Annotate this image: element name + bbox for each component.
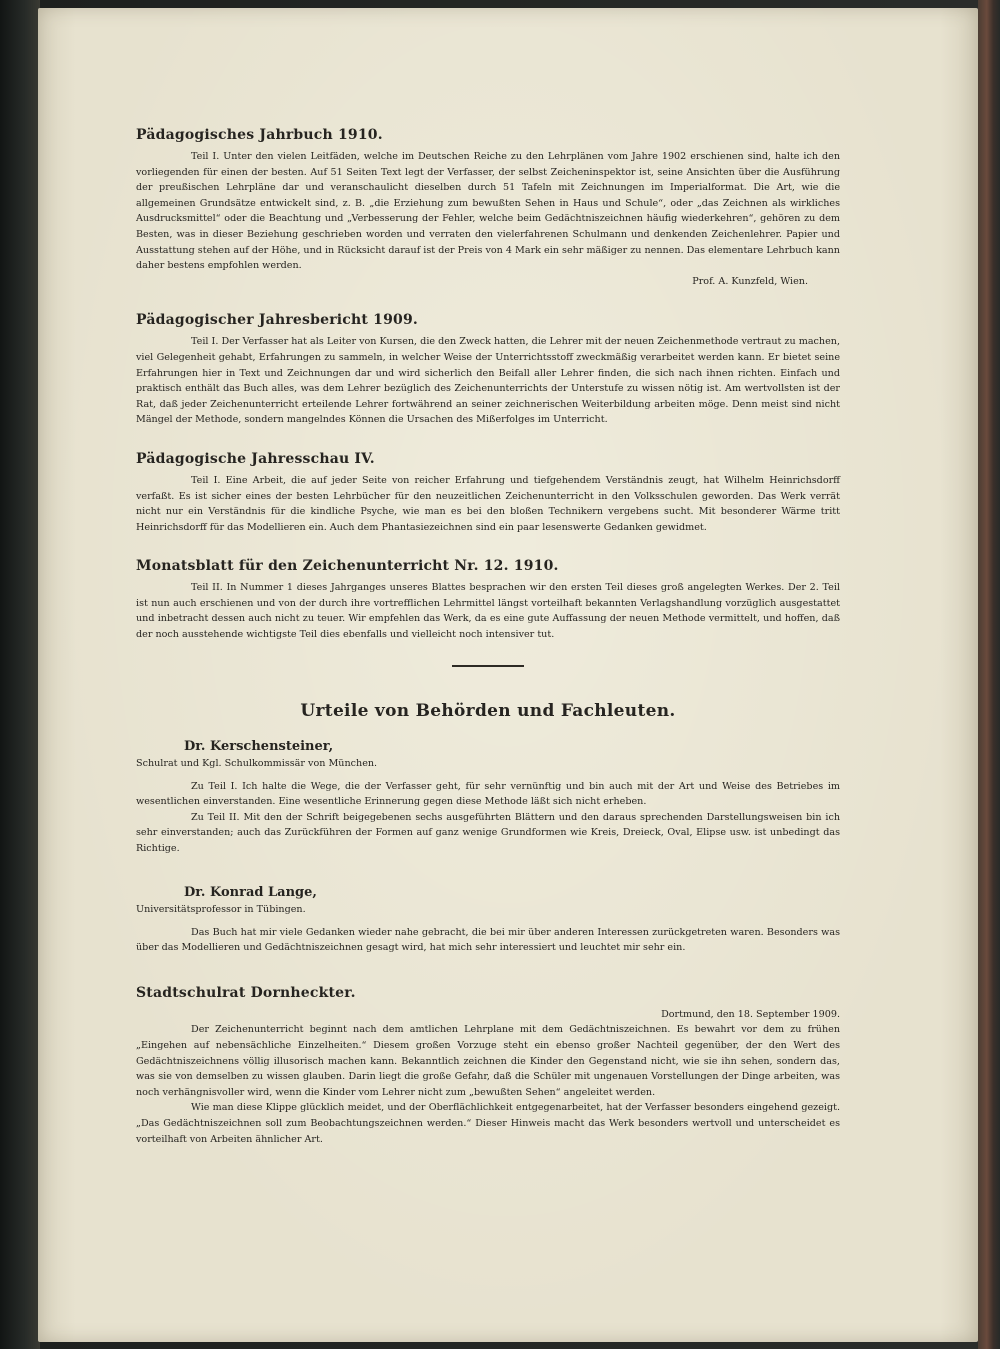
letter-title: Stadtschulrat Dornheckter.	[136, 984, 356, 1001]
section-text: Teil I. Eine Arbeit, die auf jeder Seite von reicher Erfahrung und tiefgehendem Verständnis zeugt, hat Wilhelm Heinrichsdorff verfaßt. Es ist sicher eines der besten Lehrbücher für den neuzeitlichen Zeichenunterricht in den Volksschulen geworden. Das Werk verrät nicht nur ein Verständnis für die kindliche Psyche, wie man es bei den bloßen Technikern vergebens sucht. Mit besonderer Wärme tritt Heinrichsdorff für das Modellieren ein. Auch dem Phantasiezeichnen sind ein paar lesenswerte Gedanken gewidmet.	[136, 474, 840, 533]
section-title: Pädagogischer Jahresbericht 1909.	[136, 312, 418, 329]
testimonial-text: Das Buch hat mir viele Gedanken wieder nahe gebracht, die bei mir über anderen Interessen zurückgetreten waren. Besonders was über das Modellieren und Gedächtniszeichnen gesagt wird, hat mich sehr interessiert und leuchtet mir sehr ein.	[136, 926, 840, 954]
letter-date: Dortmund, den 18. September 1909.	[661, 1008, 840, 1020]
letter-text: Der Zeichenunterricht beginnt nach dem amtlichen Lehrplane mit dem Gedächtniszeichnen. Es bewahrt vor dem zu frühen „Eingehen auf nebensächliche Einzelheiten.“ Diesem großen Vorzuge steht ein ebenso großer Nachteil gegenüber, der den Wert des Gedächtniszeichnens völlig illusorisch machen kann. Bekanntlich zeichnen die Kinder den Gegenstand nicht, wie sie ihn sehen, sondern das, was sie von demselben zu wissen glauben. Darin liegt die große Gefahr, daß die Schüler mit ungenauen Vorstellungen der Dinge arbeiten, was noch verhängnisvoller wird, wenn die Kinder vom Lehrer nicht zum „bewußten Sehen“ angeleitet werden.	[136, 1024, 840, 1098]
binding-shadow	[0, 0, 40, 1349]
review-section	[136, 450, 840, 535]
section-text: Teil I. Der Verfasser hat als Leiter von Kursen, die den Zweck hatten, die Lehrer mit der neuen Zeichenmethode vertraut zu machen, viel Gelegenheit gehabt, Erfahrungen zu sammeln, in welcher Weise der Unterrichtsstoff zweckmäßig verarbeitet werden kann. Er bietet seine Erfahrungen hier in Text und Zeichnungen dar und wird sicherlich den Beifall aller Lehrer finden, die sich nach ihnen richten. Einfach und praktisch enthält das Buch alles, was dem Lehrer bezüglich des Zeichenunterrichts der Unterstufe zu wissen nötig ist. Am wertvollsten ist der Rat, daß jeder Zeichenunterricht erteilende Lehrer fortwährend an seiner zeichnerischen Weiterbildung arbeiten möge. Denn meist sind nicht Mängel der Methode, sondern mangelndes Können die Ursachen des Mißerfolges im Unterricht.	[136, 336, 840, 426]
document-page	[38, 8, 978, 1342]
divider-rule	[452, 665, 524, 667]
section-text: Teil I. Unter den vielen Leitfäden, welche im Deutschen Reiche zu den Lehrplänen vom Jahre 1902 erschienen sind, halte ich den vorliegenden für einen der besten. Auf 51 Seiten Text legt der Verfasser, der selbst Zeicheninspektor ist, seine Ansichten über die Ausführung der preußischen Lehrpläne dar und veranschaulicht dieselben durch 51 Tafeln mit Zeichnungen im Imperialformat. Die Art, wie die allgemeinen Grundsätze entwickelt sind, z. B. „die Erziehung zum bewußten Sehen in Haus und Schule“, oder „das Zeichnen als wirkliches Ausdrucksmittel“ oder die Beachtung und „Verbesserung der Fehler, welche beim Gedächtniszeichnen häufig wiederkehren“, gehören zu dem Besten, was in dieser Beziehung geschrieben worden und verraten den vielerfahrenen Schulmann und denkenden Zeichenlehrer. Papier und Ausstattung stehen auf der Höhe, und in Rücksicht darauf ist der Preis von 4 Mark ein sehr mäßiger zu nennen. Das elementare Lehrbuch kann daher bestens empfohlen werden.	[136, 151, 840, 272]
testimonial-role: Schulrat und Kgl. Schulkommissär von München.	[136, 757, 378, 769]
main-heading: Urteile von Behörden und Fachleuten.	[300, 700, 676, 721]
testimonial-name: Dr. Konrad Lange,	[184, 884, 317, 900]
section-title: Pädagogisches Jahrbuch 1910.	[136, 127, 383, 143]
section-title: Pädagogische Jahresschau IV.	[136, 450, 375, 467]
testimonial-name: Dr. Kerschensteiner,	[184, 738, 334, 754]
letter-text: Wie man diese Klippe glücklich meidet, und der Oberflächlichkeit entgegenarbeitet, hat der Verfasser besonders eingehend gezeigt. „Das Gedächtniszeichnen soll zum Beobachtungszeichnen werden.“ Dieser Hinweis macht das Werk besonders wertvoll und unterscheidet es vorteilhaft von Arbeiten ähnlicher Art.	[136, 1102, 840, 1145]
page-edge	[978, 0, 1000, 1349]
section-title: Monatsblatt für den Zeichenunterricht Nr. 12. 1910.	[136, 558, 559, 575]
testimonial-text: Zu Teil II. Mit den der Schrift beigegebenen sechs ausgeführten Blättern und den daraus sprechenden Darstellungsweisen bin ich sehr einverstanden; auch das Zurückführen der Formen auf ganz wenige Grundformen wie Kreis, Dreieck, Oval, Elipse usw. ist unbedingt das Richtige.	[136, 811, 840, 855]
letter-section	[136, 984, 840, 1147]
section-text: Teil II. In Nummer 1 dieses Jahrganges unseres Blattes besprachen wir den ersten Teil dieses groß angelegten Werkes. Der 2. Teil ist nun auch erschienen und von der durch ihre vortrefflichen Lehrmittel längst vorteilhaft bekannten Verlagshandlung vorzüglich ausgestattet und inbetracht dessen auch nicht zu teuer. Wir empfehlen das Werk, da es eine gute Auffassung der neuen Methode vermittelt, und hoffen, daß der noch ausstehende wichtigste Teil dies ebenfalls und vielleicht noch intensiver tut.	[136, 582, 840, 641]
testimonial	[136, 885, 840, 956]
review-section	[136, 126, 840, 289]
testimonial-role: Universitätsprofessor in Tübingen.	[136, 903, 306, 915]
review-section	[136, 311, 840, 428]
signature: Prof. A. Kunzfeld, Wien.	[692, 275, 808, 287]
page-content	[136, 126, 840, 1169]
review-section	[136, 557, 840, 642]
testimonial-text: Zu Teil I. Ich halte die Wege, die der Verfasser geht, für sehr vernünftig und bin auch mit der Art und Weise des Betriebes im wesentlichen einverstanden. Eine wesentliche Erinnerung gegen diese Methode läßt sich nicht erheben.	[136, 780, 840, 808]
testimonial	[136, 739, 840, 857]
